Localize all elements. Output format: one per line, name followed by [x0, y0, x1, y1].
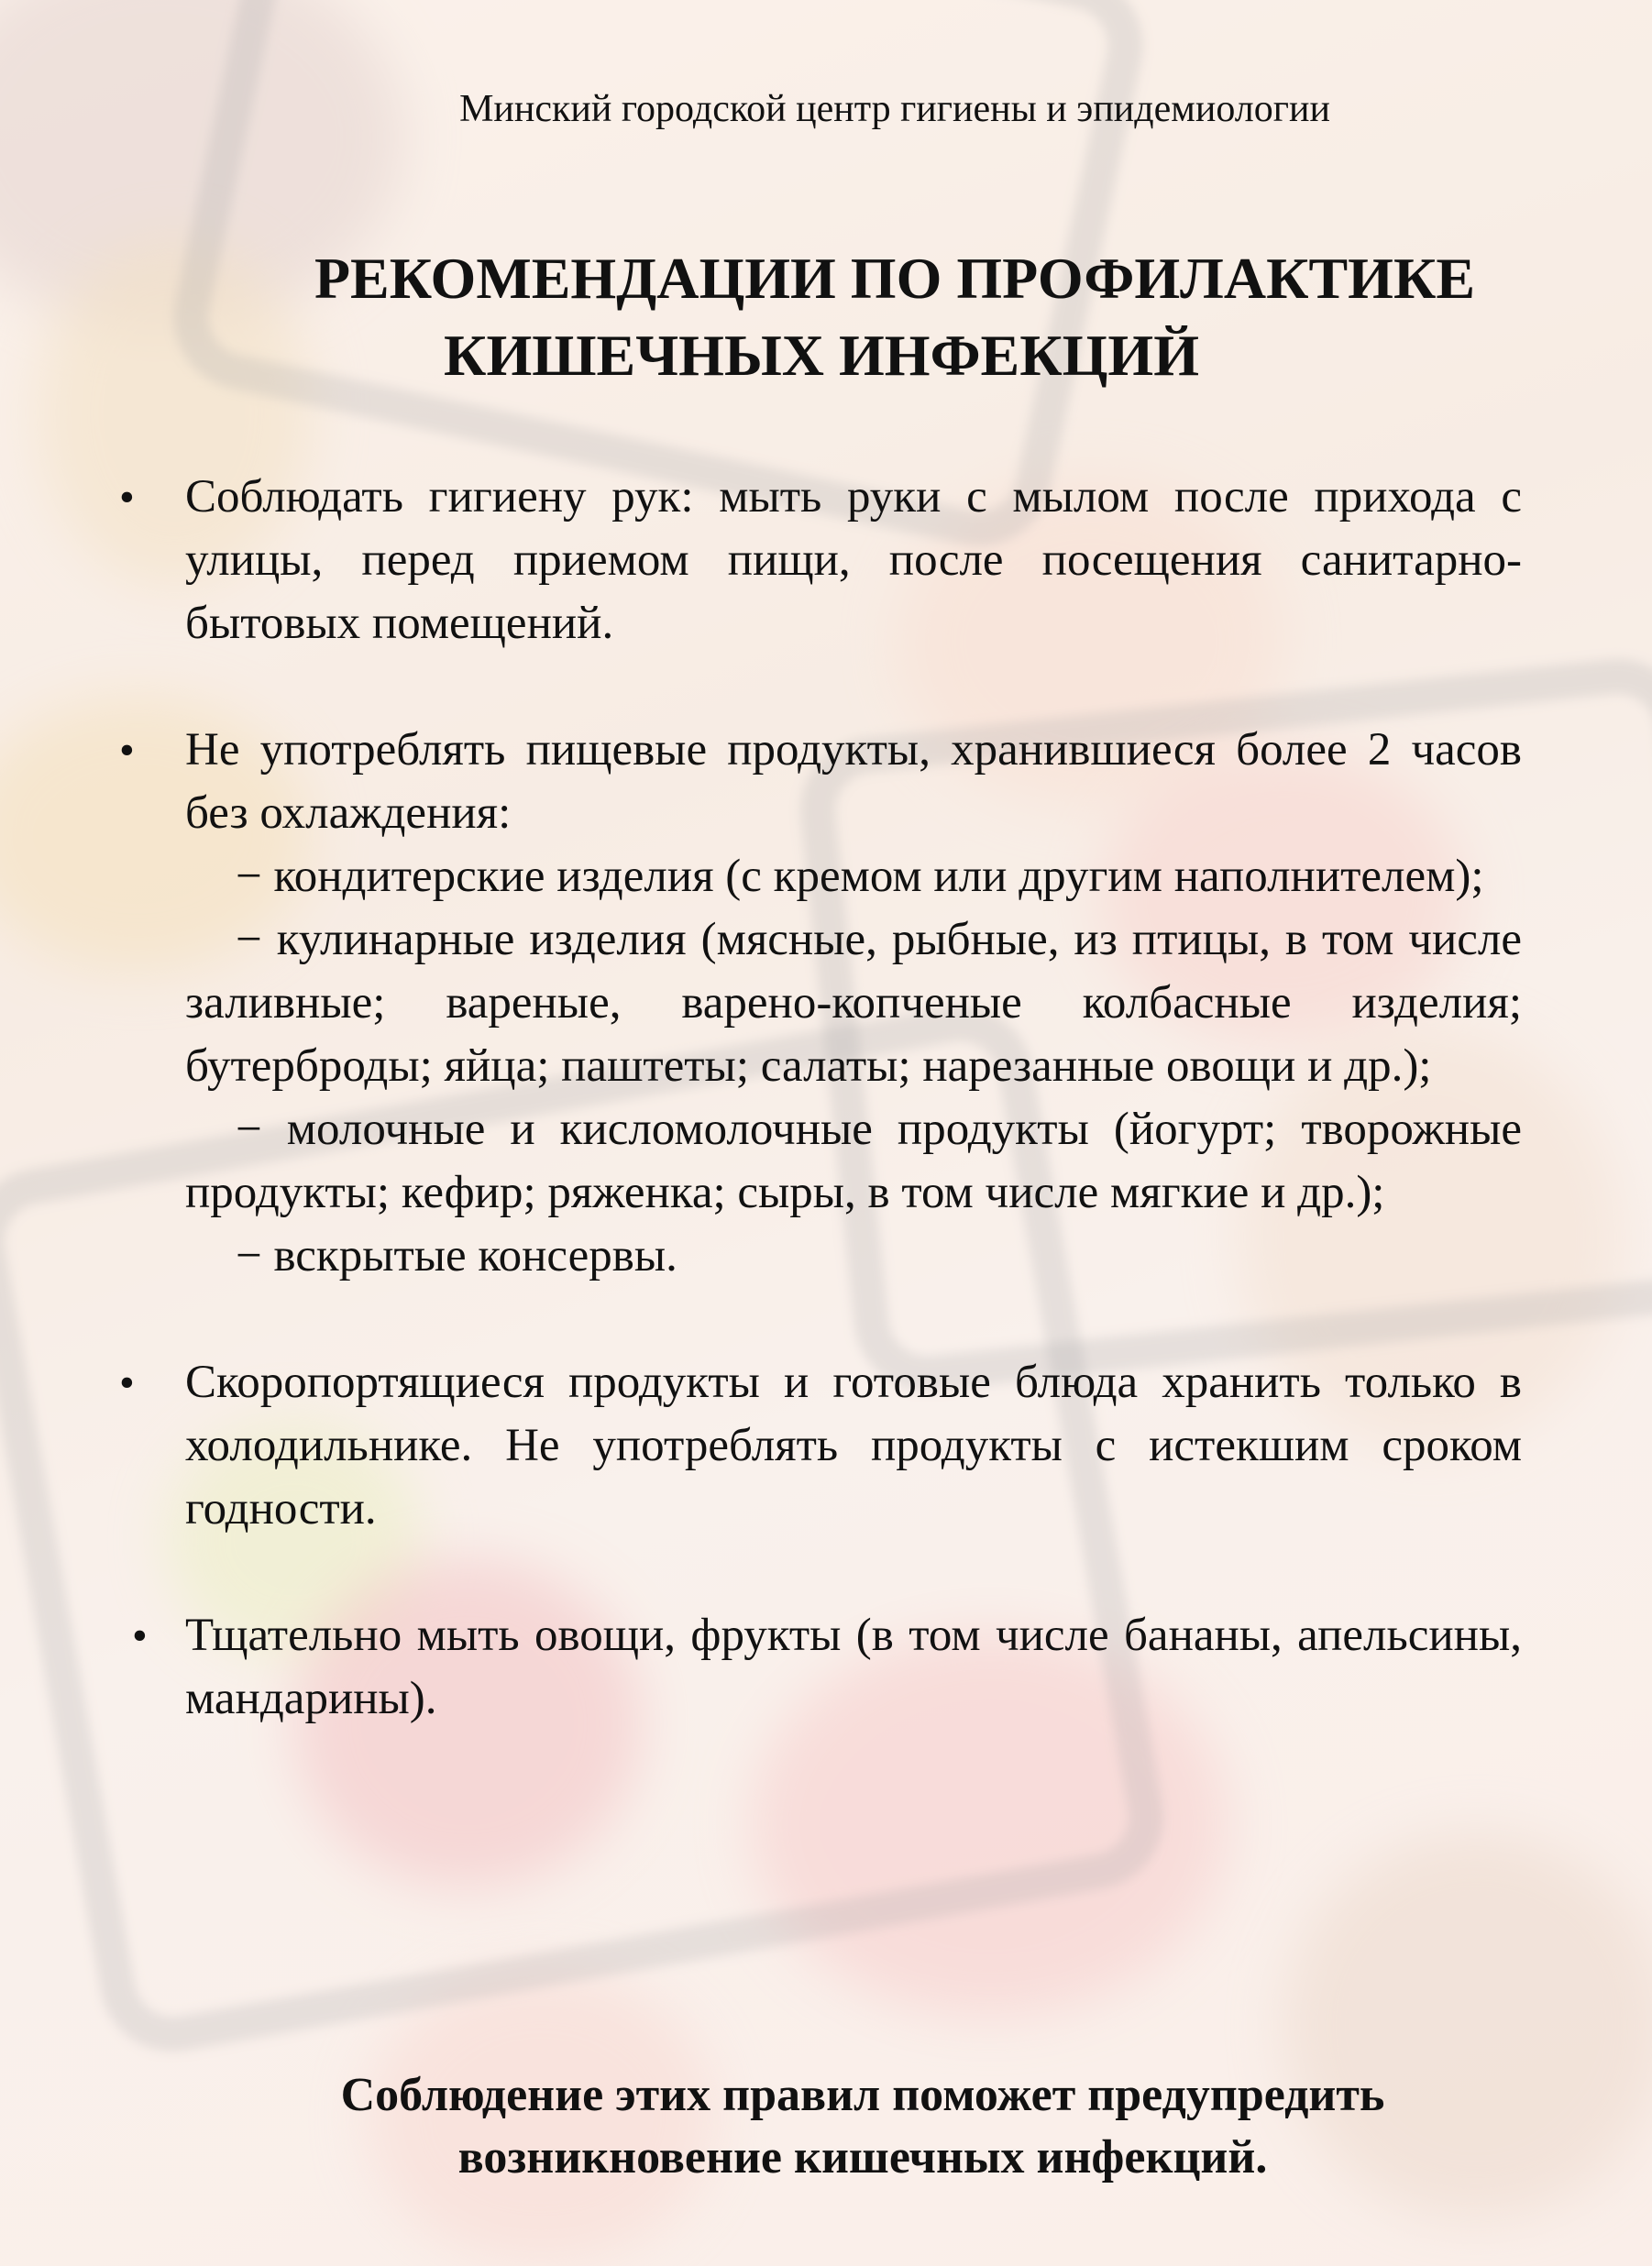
recommendation-text: • Соблюдать гигиену рук: мыть руки с мылом после прихода с улицы, перед приемом пищи, после посещения санитарно-бытовых помещений. — [185, 471, 1522, 649]
footer-note — [0, 2064, 1652, 2189]
recommendation-perishables — [119, 1351, 1522, 1541]
recommendations-list — [119, 466, 1522, 1794]
title-line-1: РЕКОМЕНДАЦИИ ПО ПРОФИЛАКТИКЕ — [314, 246, 1476, 311]
recommendation-text: • Скоропортящиеся продукты и готовые блюда хранить только в холодильнике. Не употреблять продукты с истекшим сроком годности. — [185, 1357, 1522, 1534]
subitem-culinary: − кулинарные изделия (мясные, рыбные, из птицы, в том числе заливные; вареные, варено-копченые колбасные изделия; бутерброды; яйца; паштеты; салаты; нарезанные овощи и др.); — [185, 914, 1522, 1092]
subitem-confectionery: − кондитерские изделия (с кремом или другим наполнителем); — [236, 851, 1484, 902]
subitem-dairy: − молочные и кисломолочные продукты (йогурт; творожные продукты; кефир; ряженка; сыры, в том числе мягкие и др.); — [185, 1104, 1522, 1218]
recommendation-text: • Не употреблять пищевые продукты, хранившиеся более 2 часов без охлаждения: — [185, 724, 1522, 839]
footer-line-1: Соблюдение этих правил поможет предупредить — [340, 2069, 1385, 2121]
organization-name: Минский городской центр гигиены и эпидемиологии — [459, 88, 1330, 130]
subitem-canned: − вскрытые консервы. — [236, 1230, 677, 1282]
title-line-2: КИШЕЧНЫХ ИНФЕКЦИЙ — [444, 323, 1199, 388]
recommendation-unrefrigerated-food — [119, 719, 1522, 1288]
recommendation-hand-hygiene — [119, 466, 1522, 655]
recommendation-wash-produce — [119, 1604, 1522, 1731]
footer-line-2: возникновение кишечных инфекций. — [457, 2131, 1268, 2184]
page-title — [0, 240, 1652, 394]
recommendation-text: • Тщательно мыть овощи, фрукты (в том числе бананы, апельсины, мандарины). — [185, 1610, 1522, 1724]
